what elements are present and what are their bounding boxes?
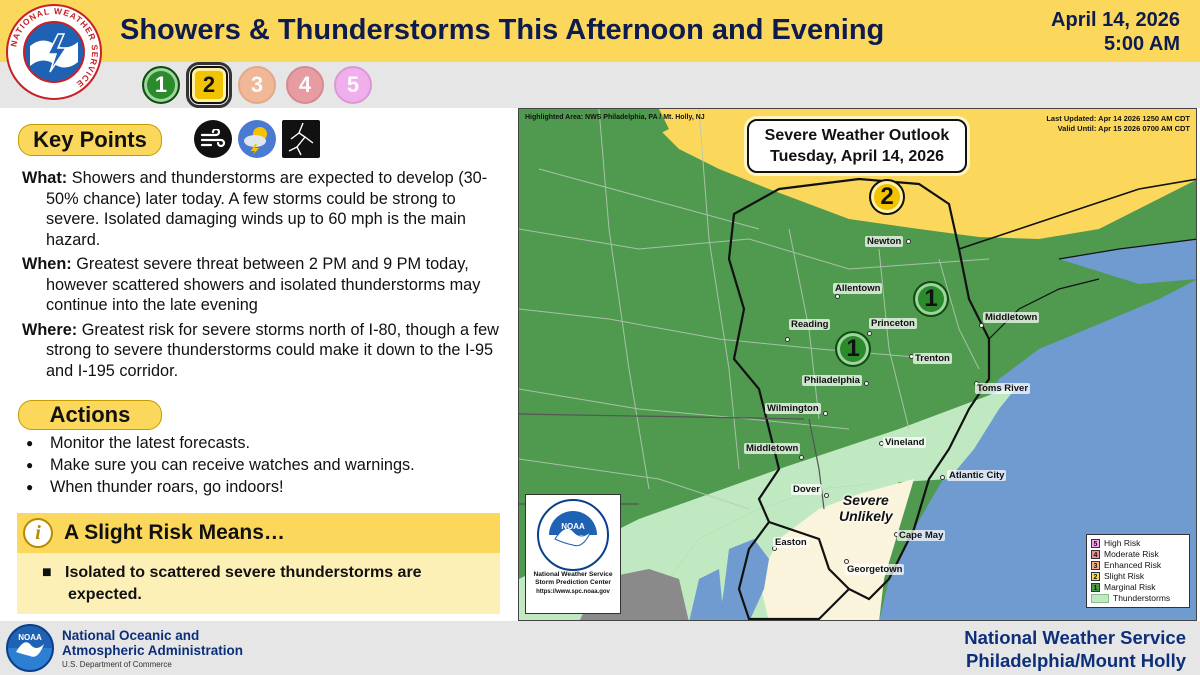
city-dot bbox=[823, 411, 828, 416]
city-wilmington: Wilmington bbox=[767, 403, 819, 414]
wind-icon bbox=[194, 120, 232, 158]
city-dot bbox=[906, 239, 911, 244]
city-vineland: Vineland bbox=[885, 437, 925, 448]
risk-level-4: 4 bbox=[286, 66, 324, 104]
legend-swatch: 3 bbox=[1091, 561, 1100, 570]
city-georgetown: Georgetown bbox=[847, 564, 903, 575]
legend-item bbox=[1091, 582, 1185, 593]
legend-item bbox=[1091, 560, 1185, 571]
issue-date: April 14, 2026 bbox=[1051, 9, 1180, 31]
noaa-agency-name bbox=[62, 628, 243, 658]
city-dot bbox=[785, 337, 790, 342]
what-point bbox=[22, 168, 502, 250]
thunderstorm-icon bbox=[238, 120, 276, 158]
action-item: ● Monitor the latest forecasts. bbox=[24, 432, 504, 454]
key-points-heading: Key Points bbox=[18, 124, 162, 156]
key-points-list bbox=[22, 168, 502, 385]
department-name: U.S. Department of Commerce bbox=[62, 660, 172, 669]
slight-risk-text: ■ Isolated to scattered severe thunderstorms are expected. bbox=[42, 564, 422, 603]
actions-list bbox=[24, 432, 504, 498]
nws-logo bbox=[6, 4, 102, 100]
valid-until: Valid Until: Apr 15 2026 0700 AM CDT bbox=[1057, 124, 1190, 133]
slight-risk-title: A Slight Risk Means… bbox=[64, 521, 285, 544]
agency-line: National Oceanic and bbox=[62, 628, 200, 643]
issue-time: 5:00 AM bbox=[1104, 33, 1180, 55]
city-philadelphia: Philadelphia bbox=[804, 375, 860, 386]
svg-text:NOAA: NOAA bbox=[561, 522, 585, 531]
svg-text:NATIONAL WEATHER SERVICE: NATIONAL WEATHER SERVICE bbox=[8, 6, 100, 90]
info-icon: i bbox=[23, 518, 53, 548]
city-dot bbox=[867, 331, 872, 336]
city-dot bbox=[799, 455, 804, 460]
when-point bbox=[22, 254, 502, 316]
nws-office-name bbox=[964, 626, 1186, 672]
svg-text:NOAA: NOAA bbox=[18, 633, 42, 642]
map-badge-marginal: 1 bbox=[913, 281, 949, 317]
action-item: ● When thunder roars, go indoors! bbox=[24, 476, 504, 498]
outlook-date: Tuesday, April 14, 2026 bbox=[769, 148, 944, 165]
city-dover: Dover bbox=[793, 484, 820, 495]
actions-heading: Actions bbox=[18, 400, 162, 430]
map-timestamps bbox=[1046, 114, 1190, 134]
map-badge-marginal: 1 bbox=[835, 331, 871, 367]
risk-scale bbox=[142, 66, 372, 104]
city-cape-may: Cape May bbox=[899, 530, 944, 541]
legend-item bbox=[1091, 571, 1185, 582]
city-dot bbox=[824, 493, 829, 498]
city-toms-river: Toms River bbox=[977, 383, 1029, 394]
risk-level-3: 3 bbox=[238, 66, 276, 104]
outlook-title-box bbox=[747, 119, 967, 173]
city-trenton: Trenton bbox=[915, 353, 950, 364]
city-middletown-nj: Middletown bbox=[985, 312, 1038, 323]
city-princeton: Princeton bbox=[871, 318, 915, 329]
city-dot bbox=[979, 323, 984, 328]
page-title: Showers & Thunderstorms This Afternoon and Evening bbox=[120, 14, 885, 46]
issue-datetime bbox=[1051, 8, 1180, 56]
risk-level-5: 5 bbox=[334, 66, 372, 104]
highlighted-area-note: Highlighted Area: NWS Philadelphia, PA / Mt. Holly, NJ bbox=[525, 114, 705, 121]
where-point bbox=[22, 320, 502, 382]
city-dot bbox=[835, 294, 840, 299]
last-updated: Last Updated: Apr 14 2026 1250 AM CDT bbox=[1046, 114, 1190, 123]
city-dot bbox=[940, 475, 945, 480]
risk-level-2-current: 2 bbox=[190, 66, 228, 104]
city-allentown: Allentown bbox=[835, 283, 881, 294]
severe-unlikely-line: Unlikely bbox=[839, 508, 893, 524]
agency-line: Atmospheric Administration bbox=[62, 643, 244, 658]
severe-unlikely-label bbox=[839, 492, 893, 524]
what-label: What: bbox=[22, 169, 68, 187]
noaa-logo bbox=[6, 624, 54, 672]
legend-item bbox=[1091, 593, 1185, 604]
city-atlantic-city: Atlantic City bbox=[949, 470, 1005, 481]
spc-line-2: Storm Prediction Center bbox=[535, 579, 611, 586]
city-dot bbox=[864, 381, 869, 386]
map-legend bbox=[1086, 534, 1190, 608]
nws-seal-icon bbox=[8, 6, 100, 98]
city-middletown-de: Middletown bbox=[746, 443, 799, 454]
when-label: When: bbox=[22, 255, 72, 273]
lightning-icon bbox=[282, 120, 320, 158]
legend-item bbox=[1091, 549, 1185, 560]
legend-item bbox=[1091, 538, 1185, 549]
when-text: Greatest severe threat between 2 PM and 9 PM today, however scattered showers and isolated thunderstorms may continue into the late evening bbox=[46, 255, 481, 314]
legend-swatch: 4 bbox=[1091, 550, 1100, 559]
spc-logo-box bbox=[525, 494, 621, 614]
legend-swatch: 5 bbox=[1091, 539, 1100, 548]
what-text: Showers and thunderstorms are expected to develop (30-50% chance) later today. A few storms could be strong to severe. Isolated damaging winds up to 60 mph is the main hazard. bbox=[46, 169, 488, 249]
spc-url: https://www.spc.noaa.gov bbox=[536, 589, 610, 595]
legend-label: Enhanced Risk bbox=[1104, 560, 1162, 570]
city-reading: Reading bbox=[791, 319, 829, 330]
map-badge-slight: 2 bbox=[869, 179, 905, 215]
spc-line-1: National Weather Service bbox=[533, 571, 613, 578]
legend-swatch: 2 bbox=[1091, 572, 1100, 581]
legend-label: Thunderstorms bbox=[1113, 593, 1171, 603]
legend-label: High Risk bbox=[1104, 538, 1141, 548]
where-label: Where: bbox=[22, 320, 78, 339]
legend-label: Slight Risk bbox=[1104, 571, 1145, 581]
risk-level-1: 1 bbox=[142, 66, 180, 104]
legend-swatch bbox=[1091, 594, 1109, 603]
city-newton: Newton bbox=[867, 236, 902, 247]
outlook-title: Severe Weather Outlook bbox=[764, 127, 950, 144]
legend-label: Moderate Risk bbox=[1104, 549, 1159, 559]
office-line: National Weather Service bbox=[964, 627, 1186, 648]
noaa-seal-icon bbox=[537, 499, 609, 571]
action-item: ● Make sure you can receive watches and warnings. bbox=[24, 454, 504, 476]
severe-unlikely-line: Severe bbox=[842, 492, 889, 508]
city-easton: Easton bbox=[775, 537, 807, 548]
legend-swatch: 1 bbox=[1091, 583, 1100, 592]
slight-risk-definition: Isolated to scattered severe thunderstorms are expected. bbox=[65, 564, 422, 603]
where-text: Greatest risk for severe storms north of I-80, though a few strong to severe thunderstorms could make it down to the I-95 and I-195 corridor. bbox=[46, 320, 499, 380]
outlook-map bbox=[518, 108, 1197, 621]
legend-label: Marginal Risk bbox=[1104, 582, 1156, 592]
hazard-icons bbox=[194, 120, 320, 158]
office-line: Philadelphia/Mount Holly bbox=[966, 650, 1186, 671]
